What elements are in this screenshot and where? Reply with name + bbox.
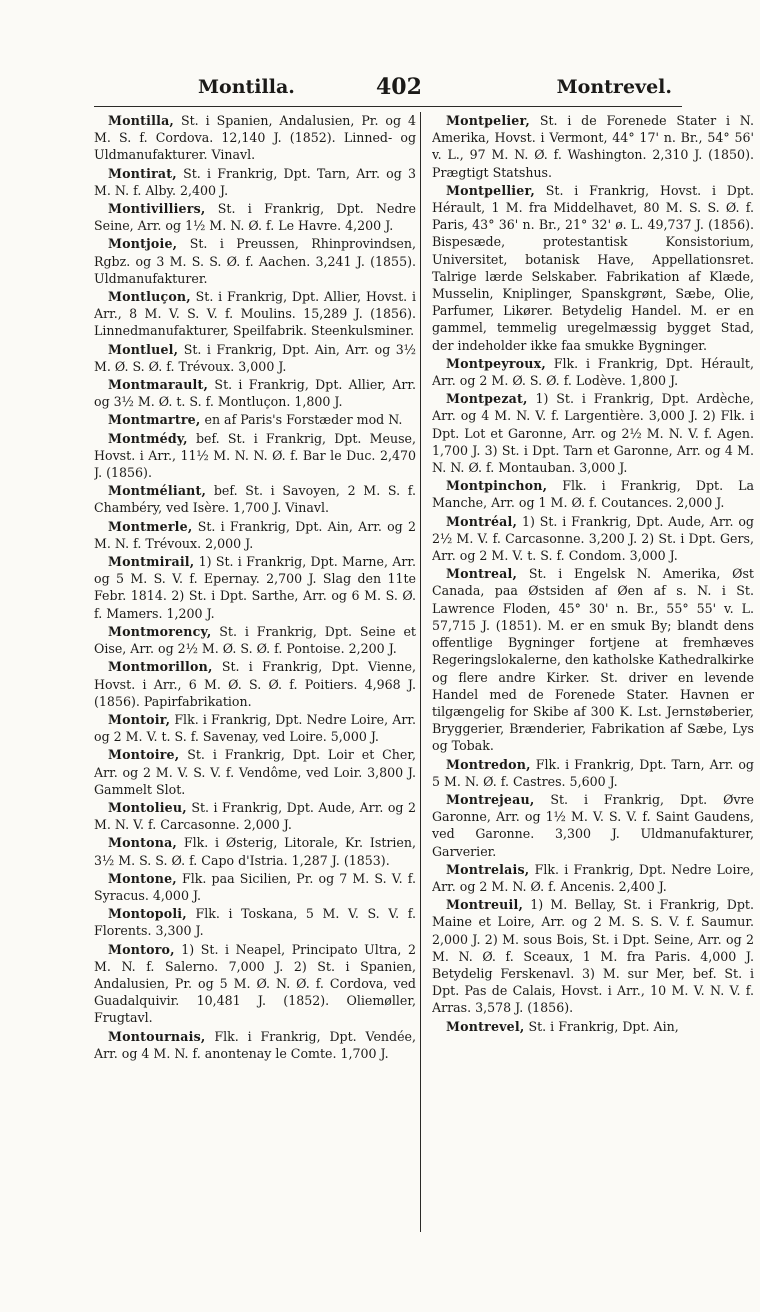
entry-headword: Montréal, [446,513,518,529]
entry-text: St. i Frankrig, Dpt. Vienne, Hovst. i Arr., 6 M. Ø. S. Ø. f. Poitiers. 4,968 J. (1856). Papirfabrikation. [94,659,416,709]
entry-text: St. i Spanien, Andalusien, Pr. og 4 M. S. f. Cordova. 12,140 J. (1852). Linned- og Uldmanufakturer. Vinavl. [94,113,416,163]
entry-text: Flk. i Frankrig, Dpt. Nedre Loire, Arr. og 2 M. N. Ø. f. Ancenis. 2,400 J. [432,861,754,894]
entry-text: St. i Frankrig, Dpt. Ain, [524,1018,679,1034]
dictionary-entry [94,430,416,482]
entry-headword: Montmartre, [108,412,201,428]
entry-text: Flk. i Frankrig, Dpt. Hérault, Arr. og 2 M. Ø. S. Ø. f. Lodève. 1,800 J. [432,355,754,389]
entry-text: Flk. i Toskana, 5 M. V. S. V. f. Florents. 3,300 J. [94,906,416,939]
entry-text: St. i Frankrig, Dpt. Aude, Arr. og 2 M. N. V. f. Carcasonne. 2,000 J. [94,799,416,833]
entry-text: St. i Frankrig, Dpt. Allier, Hovst. i Arr., 8 M. V. S. V. f. Moulins. 15,289 J. (1856). Linnedmanufakturer, Speilfabrik. Steenkulsminer. [94,289,416,339]
entry-text: 1) M. Bellay, St. i Frankrig, Dpt. Maine et Loire, Arr. og 2 M. S. S. V. f. Saumur. 2,000 J. 2) M. sous Bois, St. i Dpt. Seine, Arr. og 2 M. N. Ø. f. Sceaux, 1 M. fra Paris. 4,000 J. Betydelig Ferskenavl. 3) M. sur Mer, bef. St. i Dpt. Pas de Calais, Hovst. i Arr., 10 M. V. N. V. f. Arras. 3,578 J. (1856). [432,897,754,1016]
entry-headword: Montrejeau, [446,791,535,807]
entry-text: Flk. i Frankrig, Dpt. Nedre Loire, Arr. og 2 M. V. t. S. f. Savenay, ved Loire. 5,000 J. [94,711,416,745]
entry-headword: Montrelais, [446,861,530,877]
dictionary-entry [432,791,754,860]
running-head-left: Montilla. [198,76,295,98]
entry-headword: Montjoie, [108,236,178,252]
dictionary-entry [94,711,416,745]
dictionary-entry [94,1028,416,1062]
entry-headword: Montpinchon, [446,478,548,494]
entry-headword: Montmédy, [108,430,188,446]
page-number: 402 [376,74,422,100]
entry-text: en af Paris's Forstæder mod N. [200,412,403,428]
dictionary-entry [432,513,754,565]
dictionary-entry [94,623,416,657]
entry-text: St. i Frankrig, Dpt. Allier, Arr. og 3½ M. Ø. t. S. f. Montluçon. 1,800 J. [94,377,416,410]
entry-headword: Montmirail, [108,554,195,570]
dictionary-entry [94,553,416,622]
entry-text: 1) St. i Frankrig, Dpt. Ardèche, Arr. og 4 M. N. V. f. Largentière. 3,000 J. 2) Flk. i Dpt. Lot et Garonne, Arr. og 2½ M. N. V. f. Agen. 1,700 J. 3) St. i Dpt. Tarn et Garonne, Arr. og 4 M. N. N. Ø. f. Montauban. 3,000 J. [432,391,754,476]
entry-headword: Montilla, [108,113,175,128]
entry-headword: Montolieu, [108,799,187,815]
entry-headword: Montmarault, [108,377,209,393]
entry-text: St. i Frankrig, Dpt. Nedre Seine, Arr. og 1½ M. N. Ø. f. Le Havre. 4,200 J. [94,201,416,234]
entry-headword: Montournais, [108,1028,206,1044]
dictionary-entry [94,658,416,710]
dictionary-entry [432,1018,754,1035]
dictionary-entry [94,518,416,552]
column-divider [420,112,421,1232]
entry-text: bef. St. i Savoyen, 2 M. S. f. Chambéry, ved Isère. 1,700 J. Vinavl. [94,483,416,516]
dictionary-entry [94,746,416,798]
entry-text: St. i Frankrig, Dpt. Ain, Arr. og 2 M. N. f. Trévoux. 2,000 J. [94,518,416,551]
entry-headword: Montluçon, [108,289,191,305]
entry-headword: Montmorency, [108,623,212,639]
entry-headword: Montpelier, [446,113,531,128]
entry-text: bef. St. i Frankrig, Dpt. Meuse, Hovst. i Arr., 11½ M. N. N. Ø. f. Bar le Duc. 2,470 J. (1856). [94,430,416,481]
entry-text: St. i Frankrig, Dpt. Loir et Cher, Arr. og 2 M. V. S. V. f. Vendôme, ved Loir. 3,800 J. Gammelt Slot. [94,747,416,797]
dictionary-entry [432,477,754,511]
entry-headword: Montivilliers, [108,201,206,217]
entry-text: Flk. i Frankrig, Dpt. La Manche, Arr. og 1 M. Ø. f. Coutances. 2,000 J. [432,478,754,511]
dictionary-entry [94,799,416,833]
entry-headword: Montpellier, [446,182,535,198]
entry-text: St. i Engelsk N. Amerika, Øst Canada, paa Østsiden af Øen af s. N. i St. Lawrence Floden, 45° 30' n. Br., 55° 55' v. L. 57,715 J. (1851). M. er en smuk By; blandt dens offentlige Bygninger fortjene at fremhæves Regeringslokalerne, den katholske Kathedralkirke og flere andre Kirker. St. driver en levende Handel med de Forenede Stater. Havnen er tilgængelig for Skibe af 300 K. Lst. Jernstøberier, Bryggerier, Brænderier, Fabrikation af Sæbe, Lys og Tobak. [432,566,754,754]
dictionary-entry [94,941,416,1027]
entry-text: Flk. i Frankrig, Dpt. Vendée, Arr. og 4 M. N. f. anontenay le Comte. 1,700 J. [94,1028,416,1061]
entry-headword: Montone, [108,870,177,886]
dictionary-entry [94,200,416,234]
dictionary-entry [94,834,416,868]
entry-headword: Montmorillon, [108,659,213,675]
entry-headword: Montreal, [446,566,518,582]
dictionary-entry [94,376,416,410]
entry-headword: Montreuil, [446,897,524,913]
entry-text: St. i de Forenede Stater i N. Amerika, Hovst. i Vermont, 44° 17' n. Br., 54° 56' v. L., 97 M. N. Ø. f. Washington. 2,310 J. (1850). Prægtigt Statshus. [432,113,754,180]
entry-headword: Montoire, [108,747,180,763]
dictionary-entry [432,390,754,476]
dictionary-entry [94,341,416,375]
entry-text: 1) St. i Neapel, Principato Ultra, 2 M. N. f. Salerno. 7,000 J. 2) St. i Spanien, Andalusien, Pr. og 5 M. Ø. N. Ø. f. Cordova, ved Guadalquivir. 10,481 J. (1852). Oliemøller, Frugtavl. [94,941,416,1026]
entry-text: St. i Preussen, Rhinprovindsen, Rgbz. og 3 M. S. S. Ø. f. Aachen. 3,241 J. (1855). Uldmanufakturer. [94,236,416,286]
entry-text: St. i Frankrig, Hovst. i Dpt. Hérault, 1 M. fra Middelhavet, 80 M. S. S. Ø. f. Paris, 43° 36' n. Br., 21° 32' ø. L. 49,737 J. (1856). Bispesæde, protestantisk Konsistorium, Universitet, botanisk Have, Appellationsret. Talrige lærde Selskaber. Fabrikation af Klæde, Musselin, Kniplinger, Spanskgrønt, Sæbe, Olie, Parfumer, Likører. Betydelig Handel. M. er en gammel, temmelig uregelmæssig bygget Stad, der indeholder ikke faa smukke Bygninger. [432,182,754,353]
entry-text: St. i Frankrig, Dpt. Øvre Garonne, Arr. og 1½ M. V. S. V. f. Saint Gaudens, ved Garonne. 3,300 J. Uldmanufakturer, Garverier. [432,791,754,859]
entry-headword: Montoir, [108,711,171,727]
dictionary-entry [432,112,754,181]
dictionary-entry [432,355,754,389]
dictionary-entry [94,112,416,164]
entry-headword: Montmerle, [108,518,193,534]
dictionary-entry [432,861,754,895]
entry-text: 1) St. i Frankrig, Dpt. Marne, Arr. og 5 M. S. V. f. Epernay. 2,700 J. Slag den 11te Febr. 1814. 2) St. i Dpt. Sarthe, Arr. og 6 M. S. Ø. f. Mamers. 1,200 J. [94,554,416,621]
dictionary-entry [94,165,416,199]
entry-headword: Montoro, [108,941,175,957]
running-head-right: Montrevel. [556,76,672,98]
entry-text: Flk. paa Sicilien, Pr. og 7 M. S. V. f. Syracus. 4,000 J. [94,870,416,903]
entry-text: St. i Frankrig, Dpt. Ain, Arr. og 3½ M. Ø. S. Ø. f. Trévoux. 3,000 J. [94,341,416,374]
entry-text: Flk. i Frankrig, Dpt. Tarn, Arr. og 5 M. N. Ø. f. Castres. 5,600 J. [432,756,754,789]
entry-headword: Montona, [108,835,178,851]
entry-text: St. i Frankrig, Dpt. Seine et Oise, Arr. og 2½ M. Ø. S. Ø. f. Pontoise. 2,200 J. [94,623,416,657]
entry-headword: Montpezat, [446,391,528,407]
entry-text: St. i Frankrig, Dpt. Tarn, Arr. og 3 M. N. f. Alby. 2,400 J. [94,165,416,198]
dictionary-entry [432,756,754,790]
dictionary-entry [432,565,754,754]
entry-headword: Montpeyroux, [446,355,546,371]
dictionary-entry [432,182,754,354]
entry-headword: Montméliant, [108,483,207,499]
entry-text: Flk. i Østerig, Litorale, Kr. Istrien, 3½ M. S. S. Ø. f. Capo d'Istria. 1,287 J. (1853). [94,835,416,868]
dictionary-entry [94,905,416,939]
dictionary-entry [94,482,416,516]
page-header [94,72,682,107]
entry-headword: Montluel, [108,341,179,357]
dictionary-entry [94,411,416,428]
entry-headword: Montirat, [108,165,177,181]
right-column [432,112,754,1312]
dictionary-entry [94,288,416,340]
entry-headword: Montrevel, [446,1018,525,1034]
entry-headword: Montredon, [446,756,531,772]
entry-headword: Montopoli, [108,906,187,922]
dictionary-entry [94,235,416,287]
dictionary-entry [432,896,754,1016]
entry-text: 1) St. i Frankrig, Dpt. Aude, Arr. og 2½ M. V. f. Carcasonne. 3,200 J. 2) St. i Dpt. Gers, Arr. og 2 M. V. t. S. f. Condom. 3,000 J. [432,513,754,564]
left-column [94,112,416,1252]
dictionary-entry [94,870,416,904]
